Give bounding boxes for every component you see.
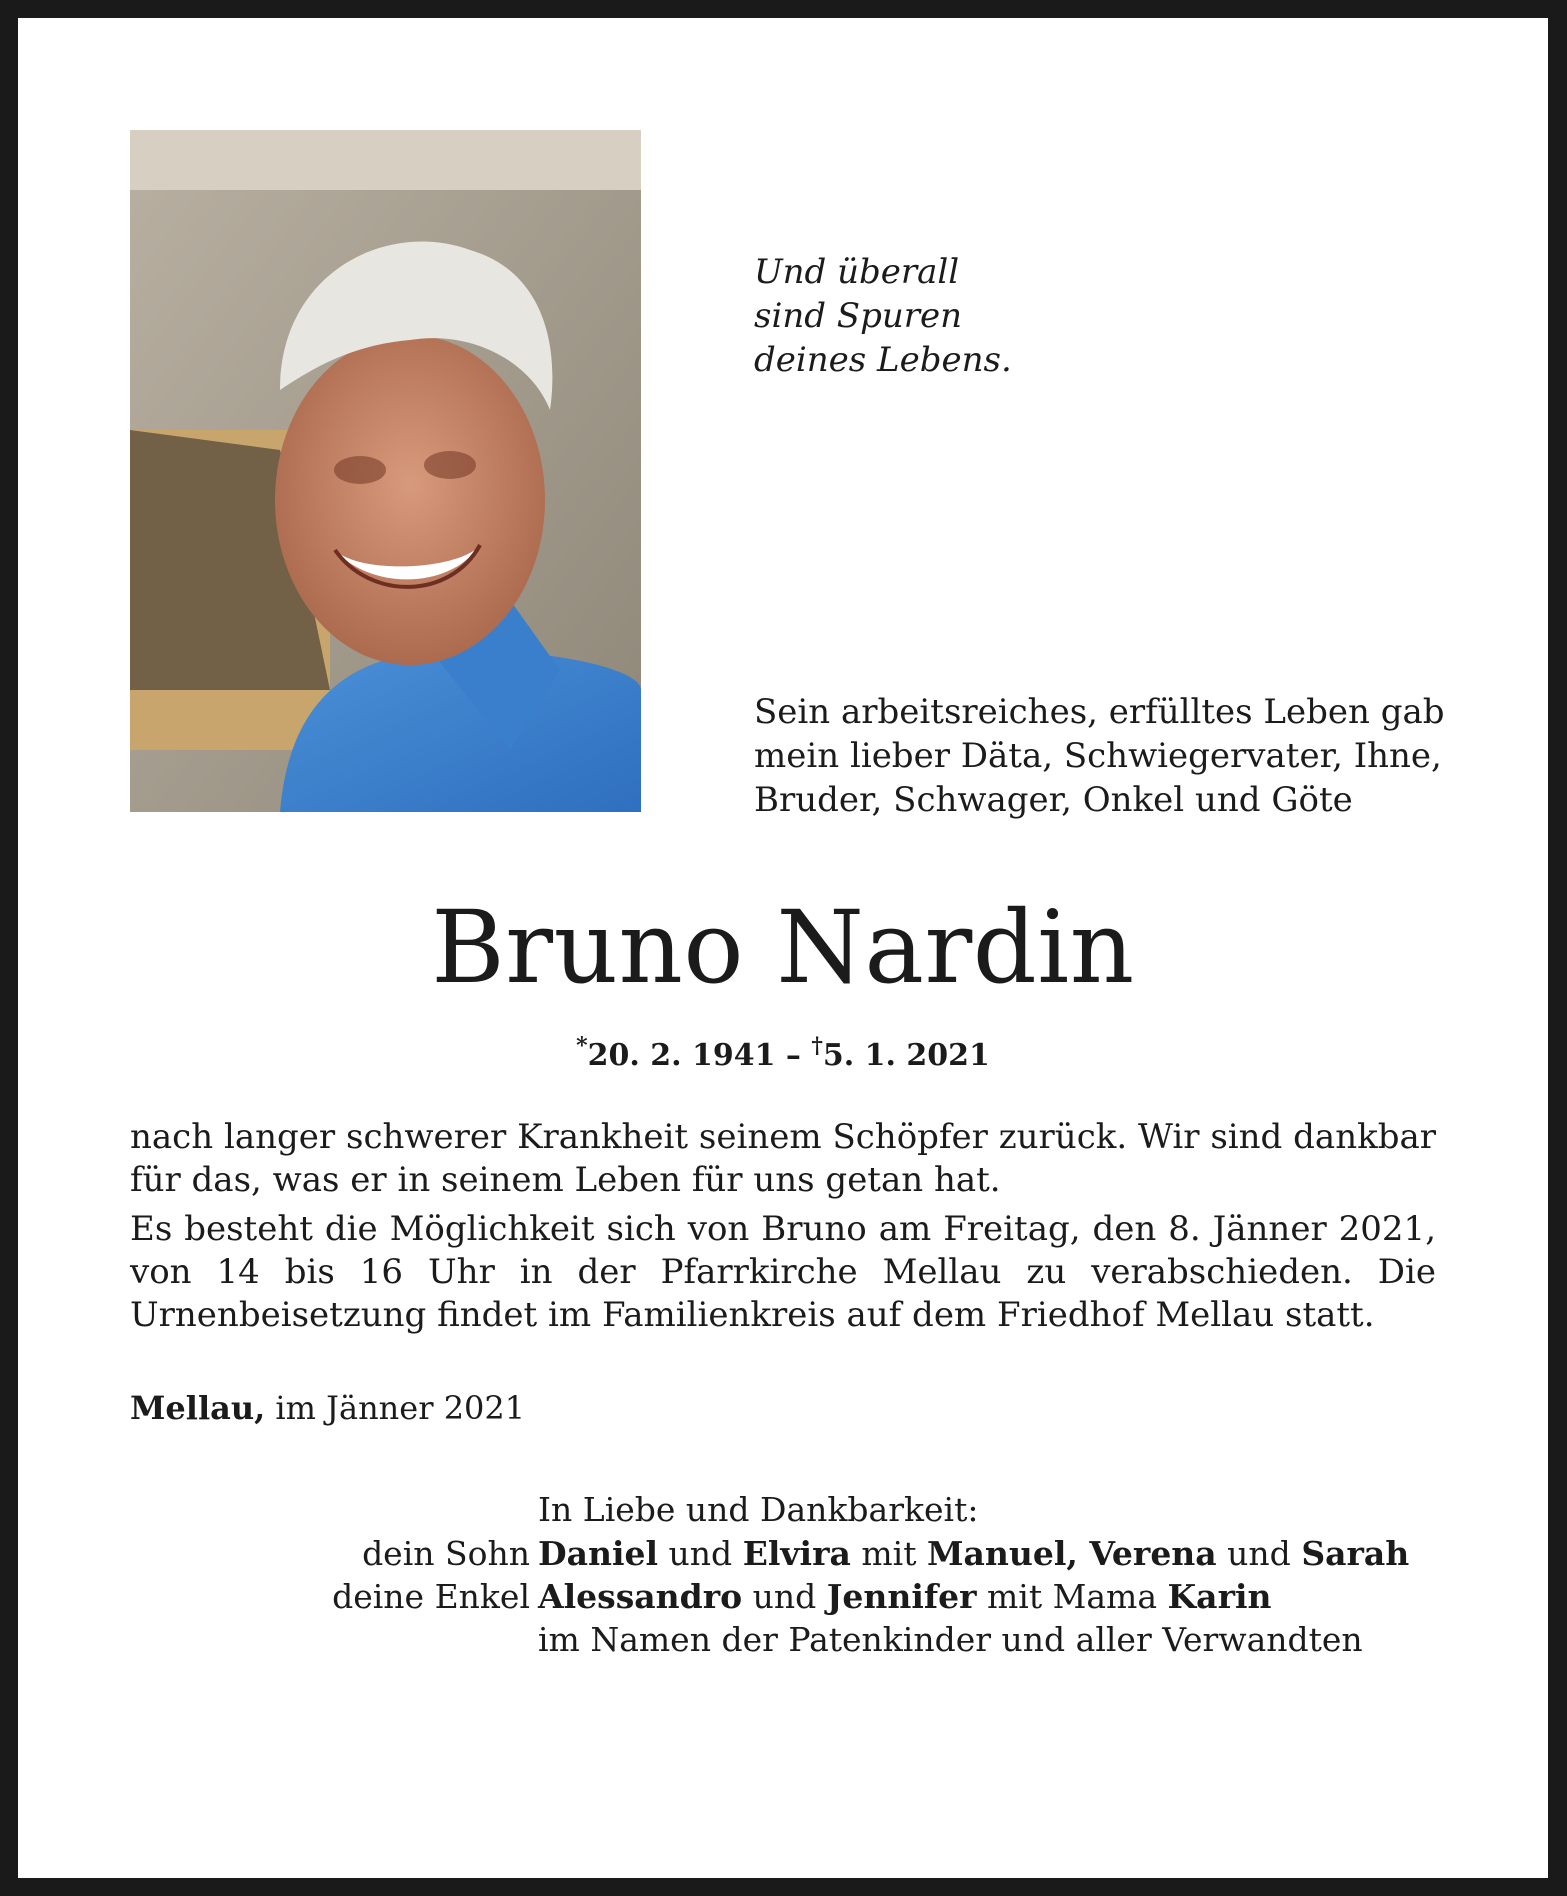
deceased-name: Bruno Nardin [431, 889, 1135, 1006]
body-paragraph: nach langer schwerer Krankheit seinem Schöpfer zurück. Wir sind dankbar für das, was er in seinem Leben für uns getan hat. [130, 1117, 1436, 1200]
signer-name: Daniel [538, 1534, 659, 1573]
death-symbol: † [811, 1033, 823, 1059]
signer-connector: und [1216, 1534, 1302, 1573]
signer-row [18, 1532, 1548, 1575]
birth-symbol: * [576, 1033, 588, 1059]
place-town: Mellau, [130, 1389, 266, 1427]
signer-row [18, 1575, 1548, 1618]
signer-name: Sarah [1301, 1534, 1410, 1573]
obituary-body [130, 1116, 1436, 1343]
signer-label: deine Enkel [332, 1577, 530, 1616]
obituary-sheet [18, 18, 1548, 1878]
signer-row [18, 1618, 1548, 1661]
signer-name: Manuel, Verena [926, 1534, 1217, 1573]
signer-names [538, 1575, 1271, 1618]
place-date [130, 1386, 525, 1430]
quote-line: sind Spuren [754, 296, 963, 336]
intro-line: Sein arbeitsreiches, erfülltes Leben gab [754, 692, 1445, 732]
date-separator: – [775, 1038, 812, 1073]
quote-line: deines Lebens. [754, 340, 1012, 380]
signer-name: Elvira [742, 1534, 851, 1573]
signer-connector: und [658, 1534, 743, 1573]
place-date-text: im Jänner 2021 [265, 1389, 526, 1427]
quote-line: Und überall [754, 252, 960, 292]
quote-verse [754, 250, 1154, 382]
body-paragraph: Es besteht die Möglichkeit sich von Bruno am Freitag, den 8. Jänner 2021, von 14 bis 16 Uhr in der Pfarrkirche Mellau zu verabschieden. Die Urnenbeisetzung findet im Familienkreis auf dem Friedhof Mellau statt. [130, 1209, 1436, 1335]
signer-label: dein Sohn [362, 1534, 530, 1573]
signer-connector: und [742, 1577, 827, 1616]
birth-date: 20. 2. 1941 [587, 1038, 776, 1073]
signer-connector: mit Mama [976, 1577, 1168, 1616]
signer-names: im Namen der Patenkinder und aller Verwandten [538, 1620, 1363, 1659]
closing-line: In Liebe und Dankbarkeit: [538, 1490, 979, 1529]
signer-name: Alessandro [538, 1577, 743, 1616]
intro-line: mein lieber Däta, Schwiegervater, Ihne, [754, 736, 1442, 776]
intro-text [754, 690, 1445, 822]
portrait-photo [130, 130, 641, 812]
portrait-image [130, 130, 641, 812]
signer-names [538, 1532, 1409, 1575]
signer-connector: mit [850, 1534, 927, 1573]
intro-line: Bruder, Schwager, Onkel und Göte [754, 780, 1353, 820]
death-date: 5. 1. 2021 [822, 1038, 990, 1073]
life-dates [18, 1026, 1548, 1076]
signer-name: Jennifer [826, 1577, 977, 1616]
signer-name: Karin [1167, 1577, 1272, 1616]
